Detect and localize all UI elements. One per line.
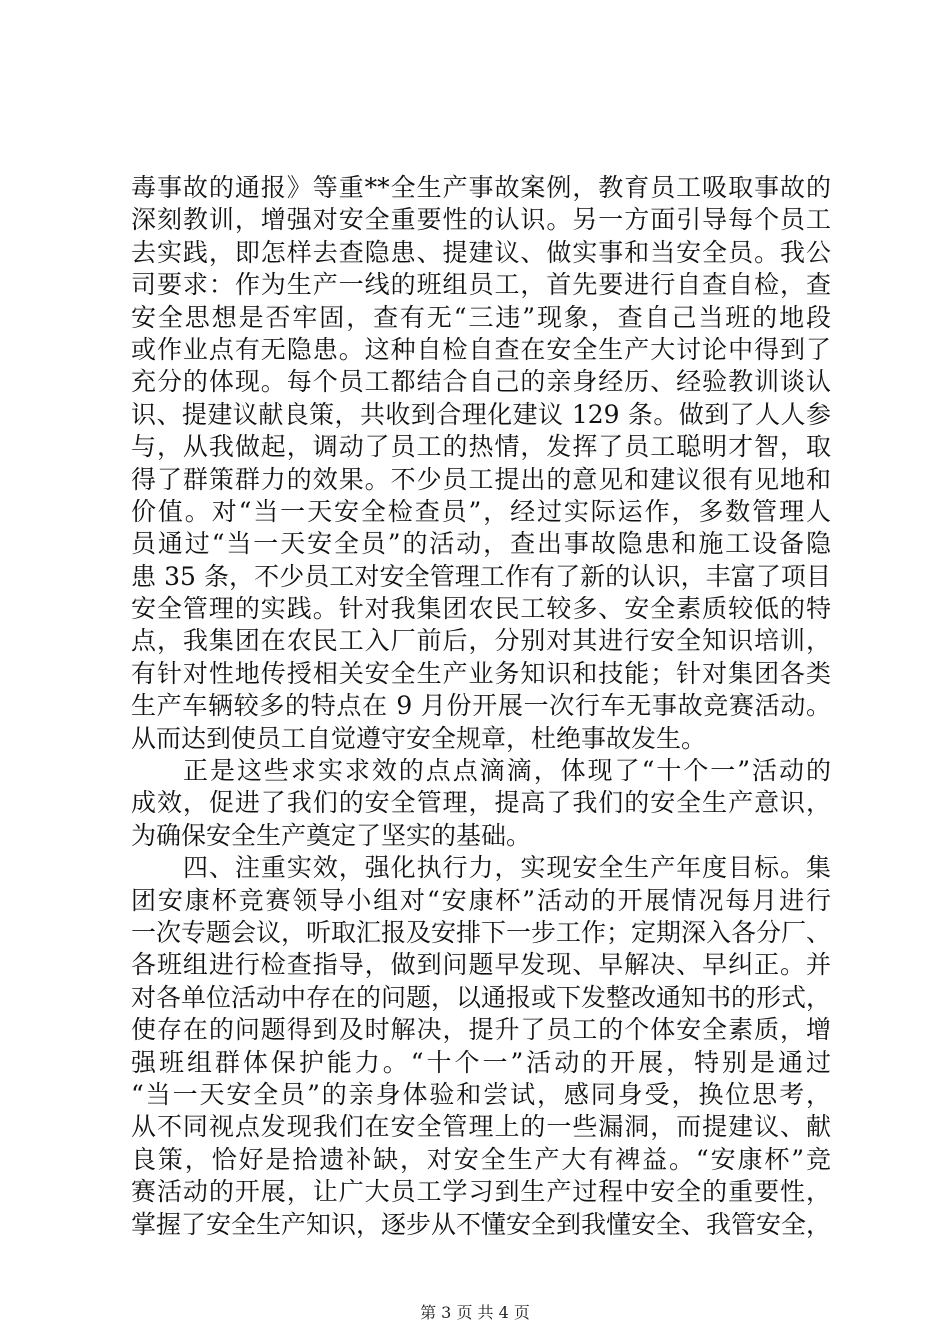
text-line: 员通过“当一天安全员”的活动，查出事故隐患和施工设备隐 (131, 529, 831, 559)
text-line: 去实践，即怎样去查隐患、提建议、做实事和当安全员。我公 (131, 237, 831, 267)
text-line: 团安康杯竞赛领导小组对“安康杯”活动的开展情况每月进行 (131, 885, 831, 915)
text-line: 安全思想是否牢固，查有无“三违”现象，查自己当班的地段 (131, 302, 831, 332)
text-line: 各班组进行检查指导，做到问题早发现、早解决、早纠正。并 (131, 950, 831, 980)
text-line: 一次专题会议，听取汇报及安排下一步工作；定期深入各分厂、 (131, 917, 831, 947)
text-line: 价值。对“当一天安全检查员”，经过实际运作，多数管理人 (131, 496, 831, 526)
text-line: 良策，恰好是拾遗补缺，对安全生产大有裨益。“安康杯”竞 (131, 1144, 831, 1174)
text-line: 从而达到使员工自觉遵守安全规章，杜绝事故发生。 (131, 723, 707, 753)
text-line: 生产车辆较多的特点在 9 月份开展一次行车无事故竞赛活动。 (131, 691, 831, 721)
text-line: 成效，促进了我们的安全管理，提高了我们的安全生产意识， (131, 788, 831, 818)
text-line: 司要求：作为生产一线的班组员工，首先要进行自查自检，查 (131, 270, 831, 300)
text-line: 毒事故的通报》等重**全生产事故案例，教育员工吸取事故的 (131, 173, 831, 202)
text-line: 充分的体现。每个员工都结合自己的亲身经历、经验教训谈认 (131, 367, 831, 397)
text-line: 得了群策群力的效果。不少员工提出的意见和建议很有见地和 (131, 464, 831, 494)
text-line: 使存在的问题得到及时解决，提升了员工的个体安全素质，增 (131, 1015, 831, 1045)
paragraph-2 (131, 755, 831, 852)
text-line: 有针对性地传授相关安全生产业务知识和技能；针对集团各类 (131, 658, 831, 688)
text-line: 从不同视点发现我们在安全管理上的一些漏洞，而提建议、献 (131, 1112, 831, 1142)
text-line: 四、注重实效，强化执行力，实现安全生产年度目标。集 (183, 853, 831, 883)
text-line: 安全管理的实践。针对我集团农民工较多、安全素质较低的特 (131, 594, 831, 624)
paragraph-1 (131, 172, 831, 755)
paragraph-3 (131, 852, 831, 1241)
text-line: 或作业点有无隐患。这种自检自查在安全生产大讨论中得到了 (131, 334, 831, 364)
text-line: 正是这些求实求效的点点滴滴，体现了“十个一”活动的 (183, 756, 831, 786)
text-line: 强班组群体保护能力。“十个一”活动的开展，特别是通过 (131, 1047, 831, 1077)
document-body (131, 172, 831, 1241)
text-line: 识、提建议献良策，共收到合理化建议 129 条。做到了人人参 (131, 399, 831, 429)
text-line: 为确保安全生产奠定了坚实的基础。 (131, 820, 532, 850)
text-line: 患 35 条，不少员工对安全管理工作有了新的认识，丰富了项目 (131, 561, 831, 591)
text-line: “当一天安全员”的亲身体验和尝试，感同身受，换位思考， (131, 1079, 831, 1109)
page-number-footer: 第 3 页 共 4 页 (420, 1303, 530, 1322)
text-line: 赛活动的开展，让广大员工学习到生产过程中安全的重要性， (131, 1177, 831, 1207)
text-line: 掌握了安全生产知识，逐步从不懂安全到我懂安全、我管安全， (131, 1209, 831, 1239)
text-line: 对各单位活动中存在的问题，以通报或下发整改通知书的形式， (131, 982, 831, 1012)
text-line: 点，我集团在农民工入厂前后，分别对其进行安全知识培训， (131, 626, 831, 656)
text-line: 深刻教训，增强对安全重要性的认识。另一方面引导每个员工 (131, 205, 831, 235)
text-line: 与，从我做起，调动了员工的热情，发挥了员工聪明才智，取 (131, 432, 831, 462)
